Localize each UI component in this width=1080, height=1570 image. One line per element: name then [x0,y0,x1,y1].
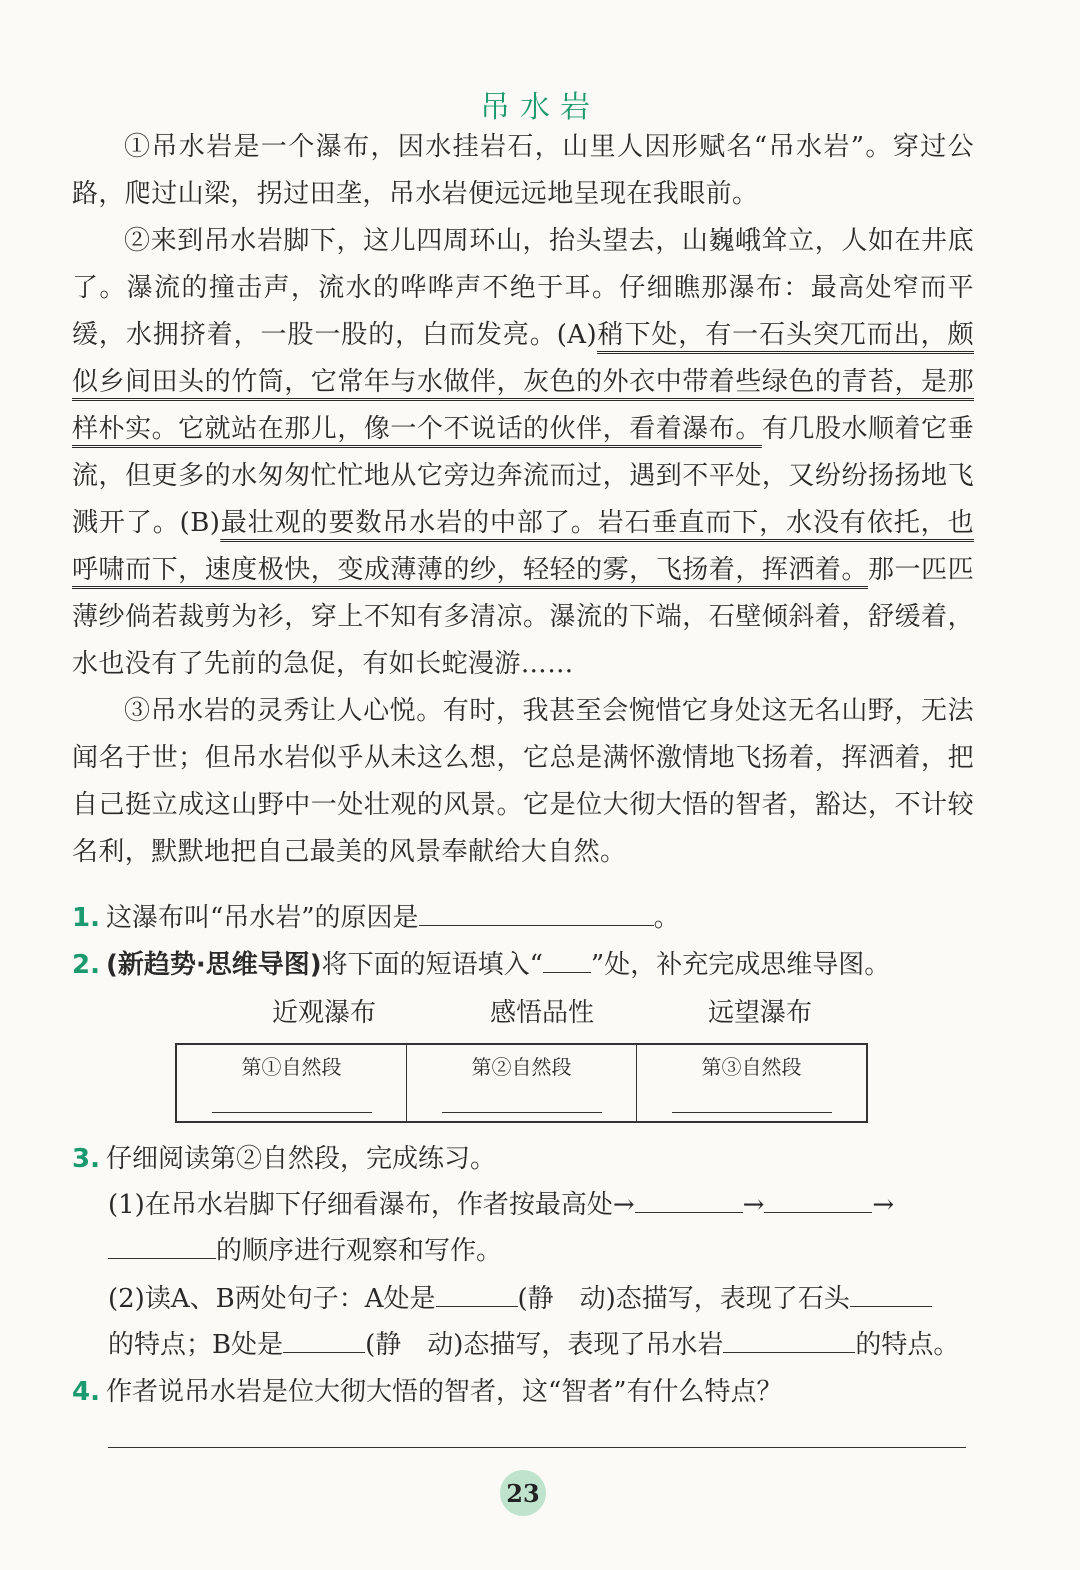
subquestion-text-end: 的顺序进行观察和写作。 [216,1236,503,1266]
question-number: 3. [72,1144,100,1174]
question-3-part-1 [108,1182,978,1274]
question-text: 作者说吊水岩是位大彻大悟的智者，这“智者”有什么特点？ [105,1377,783,1407]
question-text: 这瀑布叫“吊水岩”的原因是 [105,903,419,933]
blank-sample [543,950,591,973]
sentence-b-underlined: 最壮观的要数吊水岩的中部了。岩石垂直而下，水没有依托，也呼啸而下，速度极快，变成薄薄的纱，轻轻的雾，飞扬着，挥洒着。 [72,508,975,585]
paragraph-2 [72,218,974,688]
answer-blank[interactable] [419,903,654,926]
choice-text: (静 动)态描写，表现了石头 [517,1284,850,1314]
phrase-item: 感悟品性 [489,998,594,1028]
question-number: 2. [72,950,100,980]
answer-blank[interactable] [723,1330,855,1353]
question-number: 1. [72,903,100,933]
answer-line[interactable] [108,1447,966,1448]
phrase-item: 远望瀑布 [707,998,812,1028]
question-number: 4. [72,1377,100,1407]
question-2 [72,943,982,987]
answer-blank[interactable] [764,1190,872,1213]
answer-blank[interactable] [672,1112,832,1113]
cell-label: 第③自然段 [701,1055,802,1079]
table-cell [407,1045,637,1121]
sentence-a-underlined: 稍下处，有一石头突兀而出，颇似乡间田头的竹筒，它常年与水做伴，灰色的外衣中带着些绿色的青苔，是那样朴实。它就站在那儿，像一个不说话的伙伴，看着瀑布。 [72,320,974,444]
answer-blank[interactable] [212,1112,372,1113]
table-cell [177,1045,407,1121]
subquestion-text: (2)读A、B两处句子：A处是 [108,1284,436,1314]
question-text: 将下面的短语填入“ [321,950,543,980]
passage [72,124,974,876]
choice-text: (静 动)态描写，表现了吊水岩 [365,1330,724,1360]
question-tag: (新趋势·思维导图) [105,950,322,980]
paragraph-2-part-a: ②来到吊水岩脚下，这儿四周环山，抬头望去，山巍峨耸立，人如在井底了。瀑流的撞击声，流水的哗哗声不绝于耳。仔细瞧那瀑布：最高处窄而平缓，水拥挤着，一股一股的，白而发亮。(A) [72,226,974,350]
paragraph-2-part-c: 有几股水顺着它垂流，但更多的水匆匆忙忙地从它旁边奔流而过，遇到不平处，又纷纷扬扬地飞溅开了。(B) [72,414,975,538]
question-3 [72,1137,982,1181]
subquestion-text: 的特点；B处是 [108,1330,284,1360]
answer-blank[interactable] [850,1284,932,1307]
cell-label: 第②自然段 [471,1055,572,1079]
table-cell [637,1045,866,1121]
question-1 [72,896,982,940]
page-number: 23 [500,1470,546,1516]
answer-blank[interactable] [283,1330,365,1353]
question-text-end: ”处，补充完成思维导图。 [590,950,891,980]
subquestion-text-end: 的特点。 [855,1330,960,1360]
arrow: → [742,1190,765,1220]
answer-blank[interactable] [442,1112,602,1113]
question-text: 仔细阅读第②自然段，完成练习。 [105,1144,496,1174]
phrase-item: 近观瀑布 [272,998,377,1028]
answer-blank[interactable] [635,1190,743,1213]
paragraph-2-part-e: 那一匹匹薄纱倘若裁剪为衫，穿上不知有多清凉。瀑流的下端，石壁倾斜着，舒缓着，水也没有了先前的急促，有如长蛇漫游…… [72,555,974,679]
paragraph-3: ③吊水岩的灵秀让人心悦。有时，我甚至会惋惜它身处这无名山野，无法闻名于世；但吊水岩似乎从未这么想，它总是满怀激情地飞扬着，挥洒着，把自己挺立成这山野中一处壮观的风景。它是位大彻大悟的智者，豁达，不计较名利，默默地把自己最美的风景奉献给大自然。 [72,696,974,867]
question-3-part-2 [108,1276,978,1368]
phrase-bank [272,992,812,1029]
question-text-end: 。 [653,903,680,933]
cell-label: 第①自然段 [241,1055,342,1079]
answer-blank[interactable] [436,1284,518,1307]
answer-blank[interactable] [108,1236,216,1259]
paragraph-1: ①吊水岩是一个瀑布，因水挂岩石，山里人因形赋名“吊水岩”。穿过公路，爬过山梁，拐过田垄，吊水岩便远远地呈现在我眼前。 [72,132,974,209]
arrow: → [872,1190,895,1220]
passage-title: 吊水岩 [480,90,600,125]
question-4 [72,1370,982,1414]
mind-map-table [175,1043,868,1123]
subquestion-text: (1)在吊水岩脚下仔细看瀑布，作者按最高处→ [108,1190,635,1220]
